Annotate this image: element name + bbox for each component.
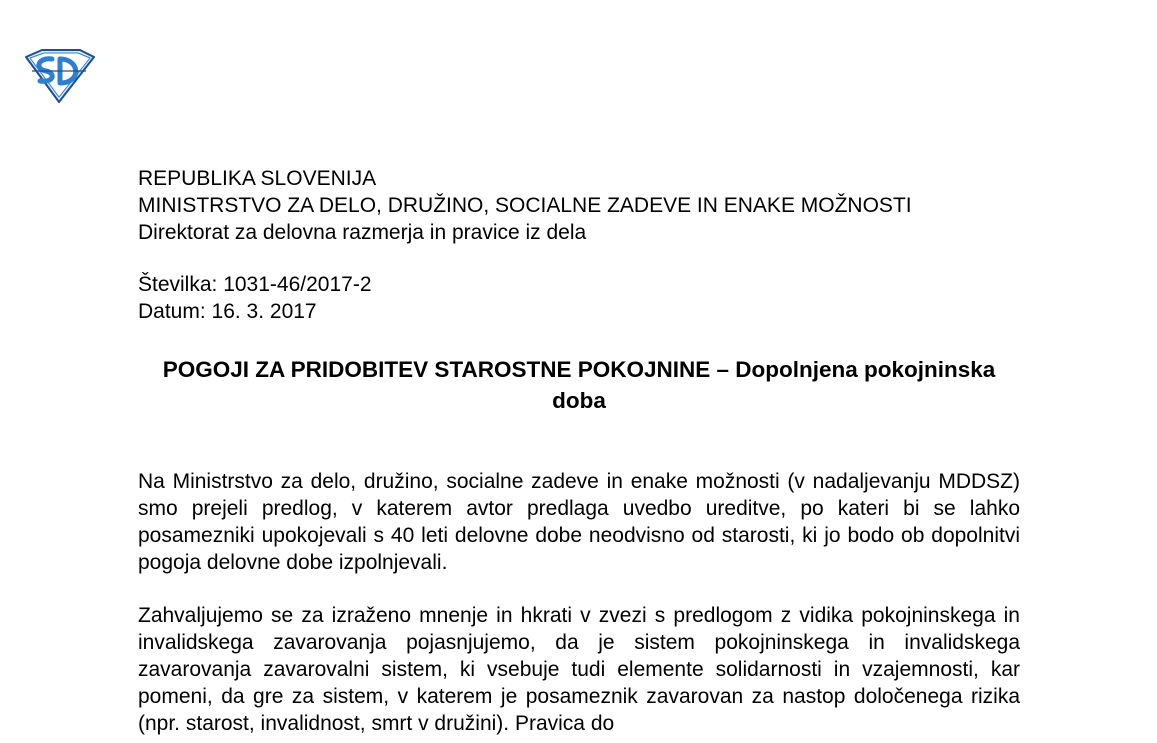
- document-number: Številka: 1031-46/2017-2: [138, 273, 372, 296]
- directorate-name: Direktorat za delovna razmerja in pravice iz dela: [138, 221, 587, 244]
- republic-name: REPUBLIKA SLOVENIJA: [138, 167, 377, 190]
- document-meta: [138, 271, 372, 325]
- body-paragraph-2: Zahvaljujemo se za izraženo mnenje in hkrati v zvezi s predlogom z vidika pokojninskega in invalidskega zavarovanja pojasnjujemo, da je sistem pokojninskega in invalidskega zavarovanja zavarovalni sistem, ki vsebuje tudi elemente solidarnosti in vzajemnosti, kar pomeni, da gre za sistem, v katerem je posameznik zavarovan za nastop določenega rizika (npr. starost, invalidnost, smrt v družini). Pravica do: [138, 604, 1020, 735]
- document-title: POGOJI ZA PRIDOBITEV STAROSTNE POKOJNINE – Dopolnjena pokojninska doba: [162, 357, 996, 413]
- document-date: Datum: 16. 3. 2017: [138, 300, 317, 323]
- ministry-logo: [22, 47, 96, 103]
- ministry-name: MINISTRSTVO ZA DELO, DRUŽINO, SOCIALNE ZADEVE IN ENAKE MOŽNOSTI: [138, 194, 912, 217]
- body-paragraph-1: Na Ministrstvo za delo, družino, socialne zadeve in enake možnosti (v nadaljevanju MDDSZ) smo prejeli predlog, v katerem avtor predlaga uvedbo ureditve, po kateri bi se lahko posamezniki upokojevali s 40 leti delovne dobe neodvisno od starosti, ki jo bodo ob dopolnitvi pogoja delovne dobe izpolnjevali.: [138, 470, 1020, 574]
- letterhead: [138, 165, 912, 246]
